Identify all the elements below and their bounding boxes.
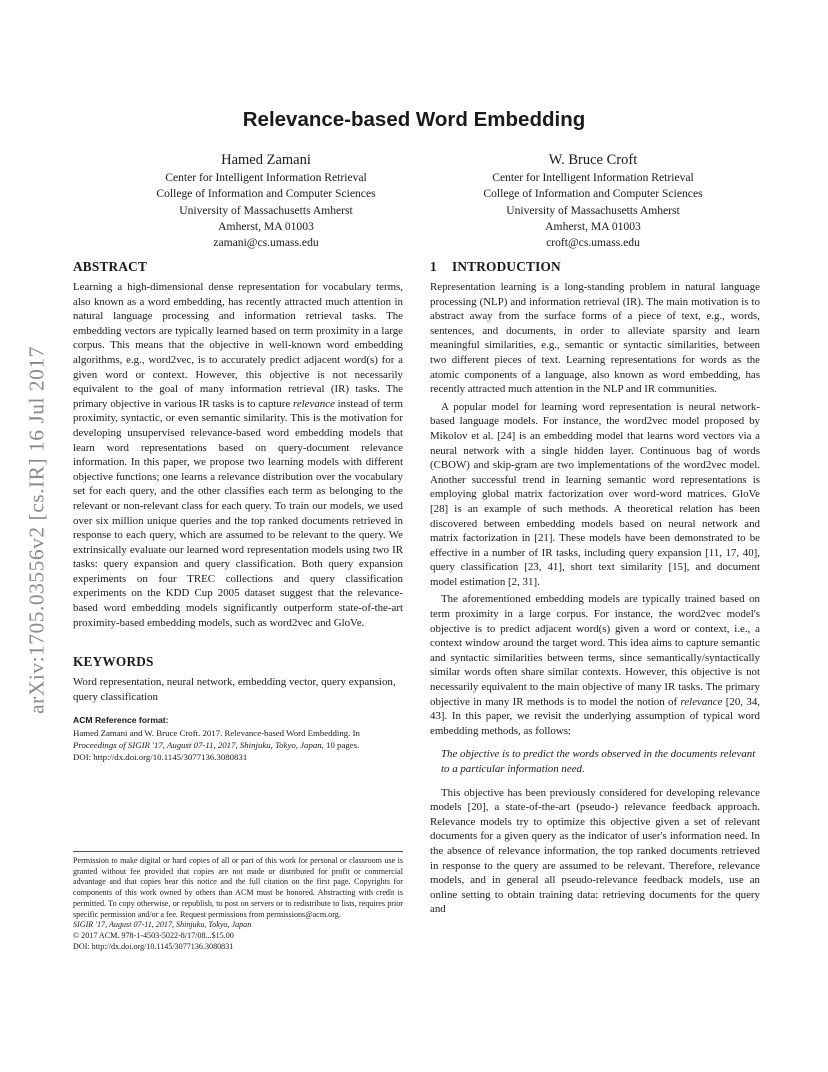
author-email: zamani@cs.umass.edu: [213, 236, 319, 250]
author-name: Hamed Zamani: [221, 152, 311, 168]
abstract-text: Learning a high-dimensional dense representation for vocabulary terms, also known as a word embedding, has recently attracted much attention in natural language processing and information retrieval tasks. The embedding vectors are typically learned based on term proximity in a large corpus. This means that the objective in well-known word embedding algorithms, e.g., word2vec, is to accurately predict adjacent word(s) for a given word or context. However, this objective is not necessarily equivalent to the goal of many information retrieval (IR) tasks. The primary objective in various IR tasks is to capture relevance instead of term proximity, syntactic, or even semantic similarity. This is the motivation for developing unsupervised relevance-based word embedding models that learn word representations based on query-document relevance information. In this paper, we propose two learning models with different objective functions; one learns a relevance distribution over the vocabulary set for each query, and the other classifies each term as belonging to the relevant or non-relevant class for each query. To train our models, we used over six million unique queries and the top ranked documents retrieved in response to each query, which are assumed to be relevant to the query. We extrinsically evaluate our learned word representation models using two IR tasks: query expansion and query classification. Both query expansion experiments on four TREC collections and query classification experiments on the KDD Cup 2005 dataset suggest that the relevance-based word embedding models significantly outperform state-of-the-art proximity-based embedding models, such as word2vec and GloVe.: [73, 281, 403, 629]
author-block-2: [433, 150, 753, 251]
left-column: [73, 259, 403, 763]
permission-doi: DOI: http://dx.doi.org/10.1145/3077136.3080831: [73, 941, 234, 951]
right-column: [430, 259, 760, 917]
arxiv-stamp: [22, 300, 52, 760]
paper-title: Relevance-based Word Embedding: [242, 108, 586, 131]
keywords-heading: KEYWORDS: [73, 654, 154, 670]
acm-reference-heading: ACM Reference format:: [73, 715, 169, 726]
author-address: Amherst, MA 01003: [545, 219, 641, 233]
author-address: Amherst, MA 01003: [218, 219, 314, 233]
intro-heading: 1 INTRODUCTION: [430, 259, 561, 274]
acm-reference: [73, 714, 403, 763]
author-affiliation: College of Information and Computer Sciences: [156, 187, 376, 201]
author-affiliation: College of Information and Computer Sciences: [483, 187, 703, 201]
author-email: croft@cs.umass.edu: [546, 236, 640, 250]
permission-footnote: [73, 851, 403, 952]
author-affiliation: University of Massachusetts Amherst: [179, 203, 353, 217]
author-block-1: [106, 150, 426, 251]
author-name: W. Bruce Croft: [548, 152, 638, 168]
acm-reference-doi: DOI: http://dx.doi.org/10.1145/3077136.3080831: [73, 752, 248, 763]
intro-paragraph-4: This objective has been previously considered for developing relevance models [20], a state-of-the-art (pseudo-) relevance feedback approach. Relevance models try to optimize this objective given a set of relevant documents for a given query as the indicator of user's information need. In the absence of relevance information, the top ranked documents retrieved in response to the query are assumed to be relevant. Therefore, relevance models, and in general all pseudo-relevance feedback models, use an online setting to obtain training data: retrieving documents for the query and: [430, 786, 760, 916]
author-affiliation: Center for Intelligent Information Retrieval: [165, 171, 367, 184]
permission-copyright: © 2017 ACM. 978-1-4503-5022-8/17/08...$15.00: [73, 930, 234, 940]
keywords-text: Word representation, neural network, embedding vector, query expansion, query classification: [73, 676, 396, 703]
permission-text: Permission to make digital or hard copies of all or part of this work for personal or classroom use is granted without fee provided that copies are not made or distributed for profit or commercial advantage and that copies bear this notice and the full citation on the first page. Copyrights for components of this work owned by others than ACM must be honored. Abstracting with credit is permitted. To copy otherwise, or republish, to post on servers or to redistribute to lists, requires prior specific permission and/or a fee. Request permissions from permissions@acm.org.: [73, 856, 403, 919]
intro-paragraph-3: The aforementioned embedding models are typically trained based on term proximity in a large corpus. For instance, the word2vec model's objective is to predict adjacent word(s) given a word or context, i.e., a context window around the target word. This idea aims to capture semantic and syntactic similarities between terms, since semantically/syntactically similar words often share similar contexts. However, this objective is not necessarily equivalent to the main objective of many IR tasks. The primary objective in many IR methods is to model the notion of relevance [20, 34, 43]. In this paper, we revisit the underlying assumption of typical word embedding methods, as follows:: [430, 593, 760, 737]
abstract-heading: ABSTRACT: [73, 259, 148, 274]
intro-paragraph-1: Representation learning is a long-standing problem in natural language processing (NLP) and information retrieval (IR). The main motivation is to abstract away from the surface forms of a piece of text, e.g., words, sentences, and documents, in order to alleviate sparsity and learn meaningful similarities, e.g., semantic or syntactic similarities, between two different pieces of text. Learning representations for words as the atomic components of a language, also known as word embedding, has recently attracted much attention in the NLP and IR communities.: [430, 281, 760, 396]
arxiv-stamp-text: arXiv:1705.03556v2 [cs.IR] 16 Jul 2017: [24, 346, 49, 714]
intro-paragraph-2: A popular model for learning word representation is neural network-based language models. For instance, the word2vec model proposed by Mikolov et al. [24] is an embedding model that learns word vectors via a neural network with a single hidden layer. Continuous bag of words (CBOW) and skip-gram are two implementations of the word2vec model. Another successful trend in learning semantic word representations is employing global matrix factorization over word-word matrices. GloVe [28] is an example of such methods. A theoretical relation has been discovered between embedding models based on neural network and matrix factorization in [21]. These models have been demonstrated to be effective in a number of IR tasks, including query expansion [11, 17, 40], query classification [23, 41], short text similarity [15], and document model estimation [2, 31].: [430, 400, 760, 588]
acm-reference-citation: Hamed Zamani and W. Bruce Croft. 2017. Relevance-based Word Embedding. In Proceedings of SIGIR '17, August 07-11, 2017, Shinjuku, Tokyo, Japan, 10 pages.: [73, 728, 360, 751]
intro-quote: The objective is to predict the words observed in the documents relevant to a particular information need.: [441, 748, 756, 775]
author-affiliation: Center for Intelligent Information Retrieval: [492, 171, 694, 184]
author-affiliation: University of Massachusetts Amherst: [506, 203, 680, 217]
permission-venue: SIGIR '17, August 07-11, 2017, Shinjuku, Tokyo, Japan: [73, 920, 252, 930]
